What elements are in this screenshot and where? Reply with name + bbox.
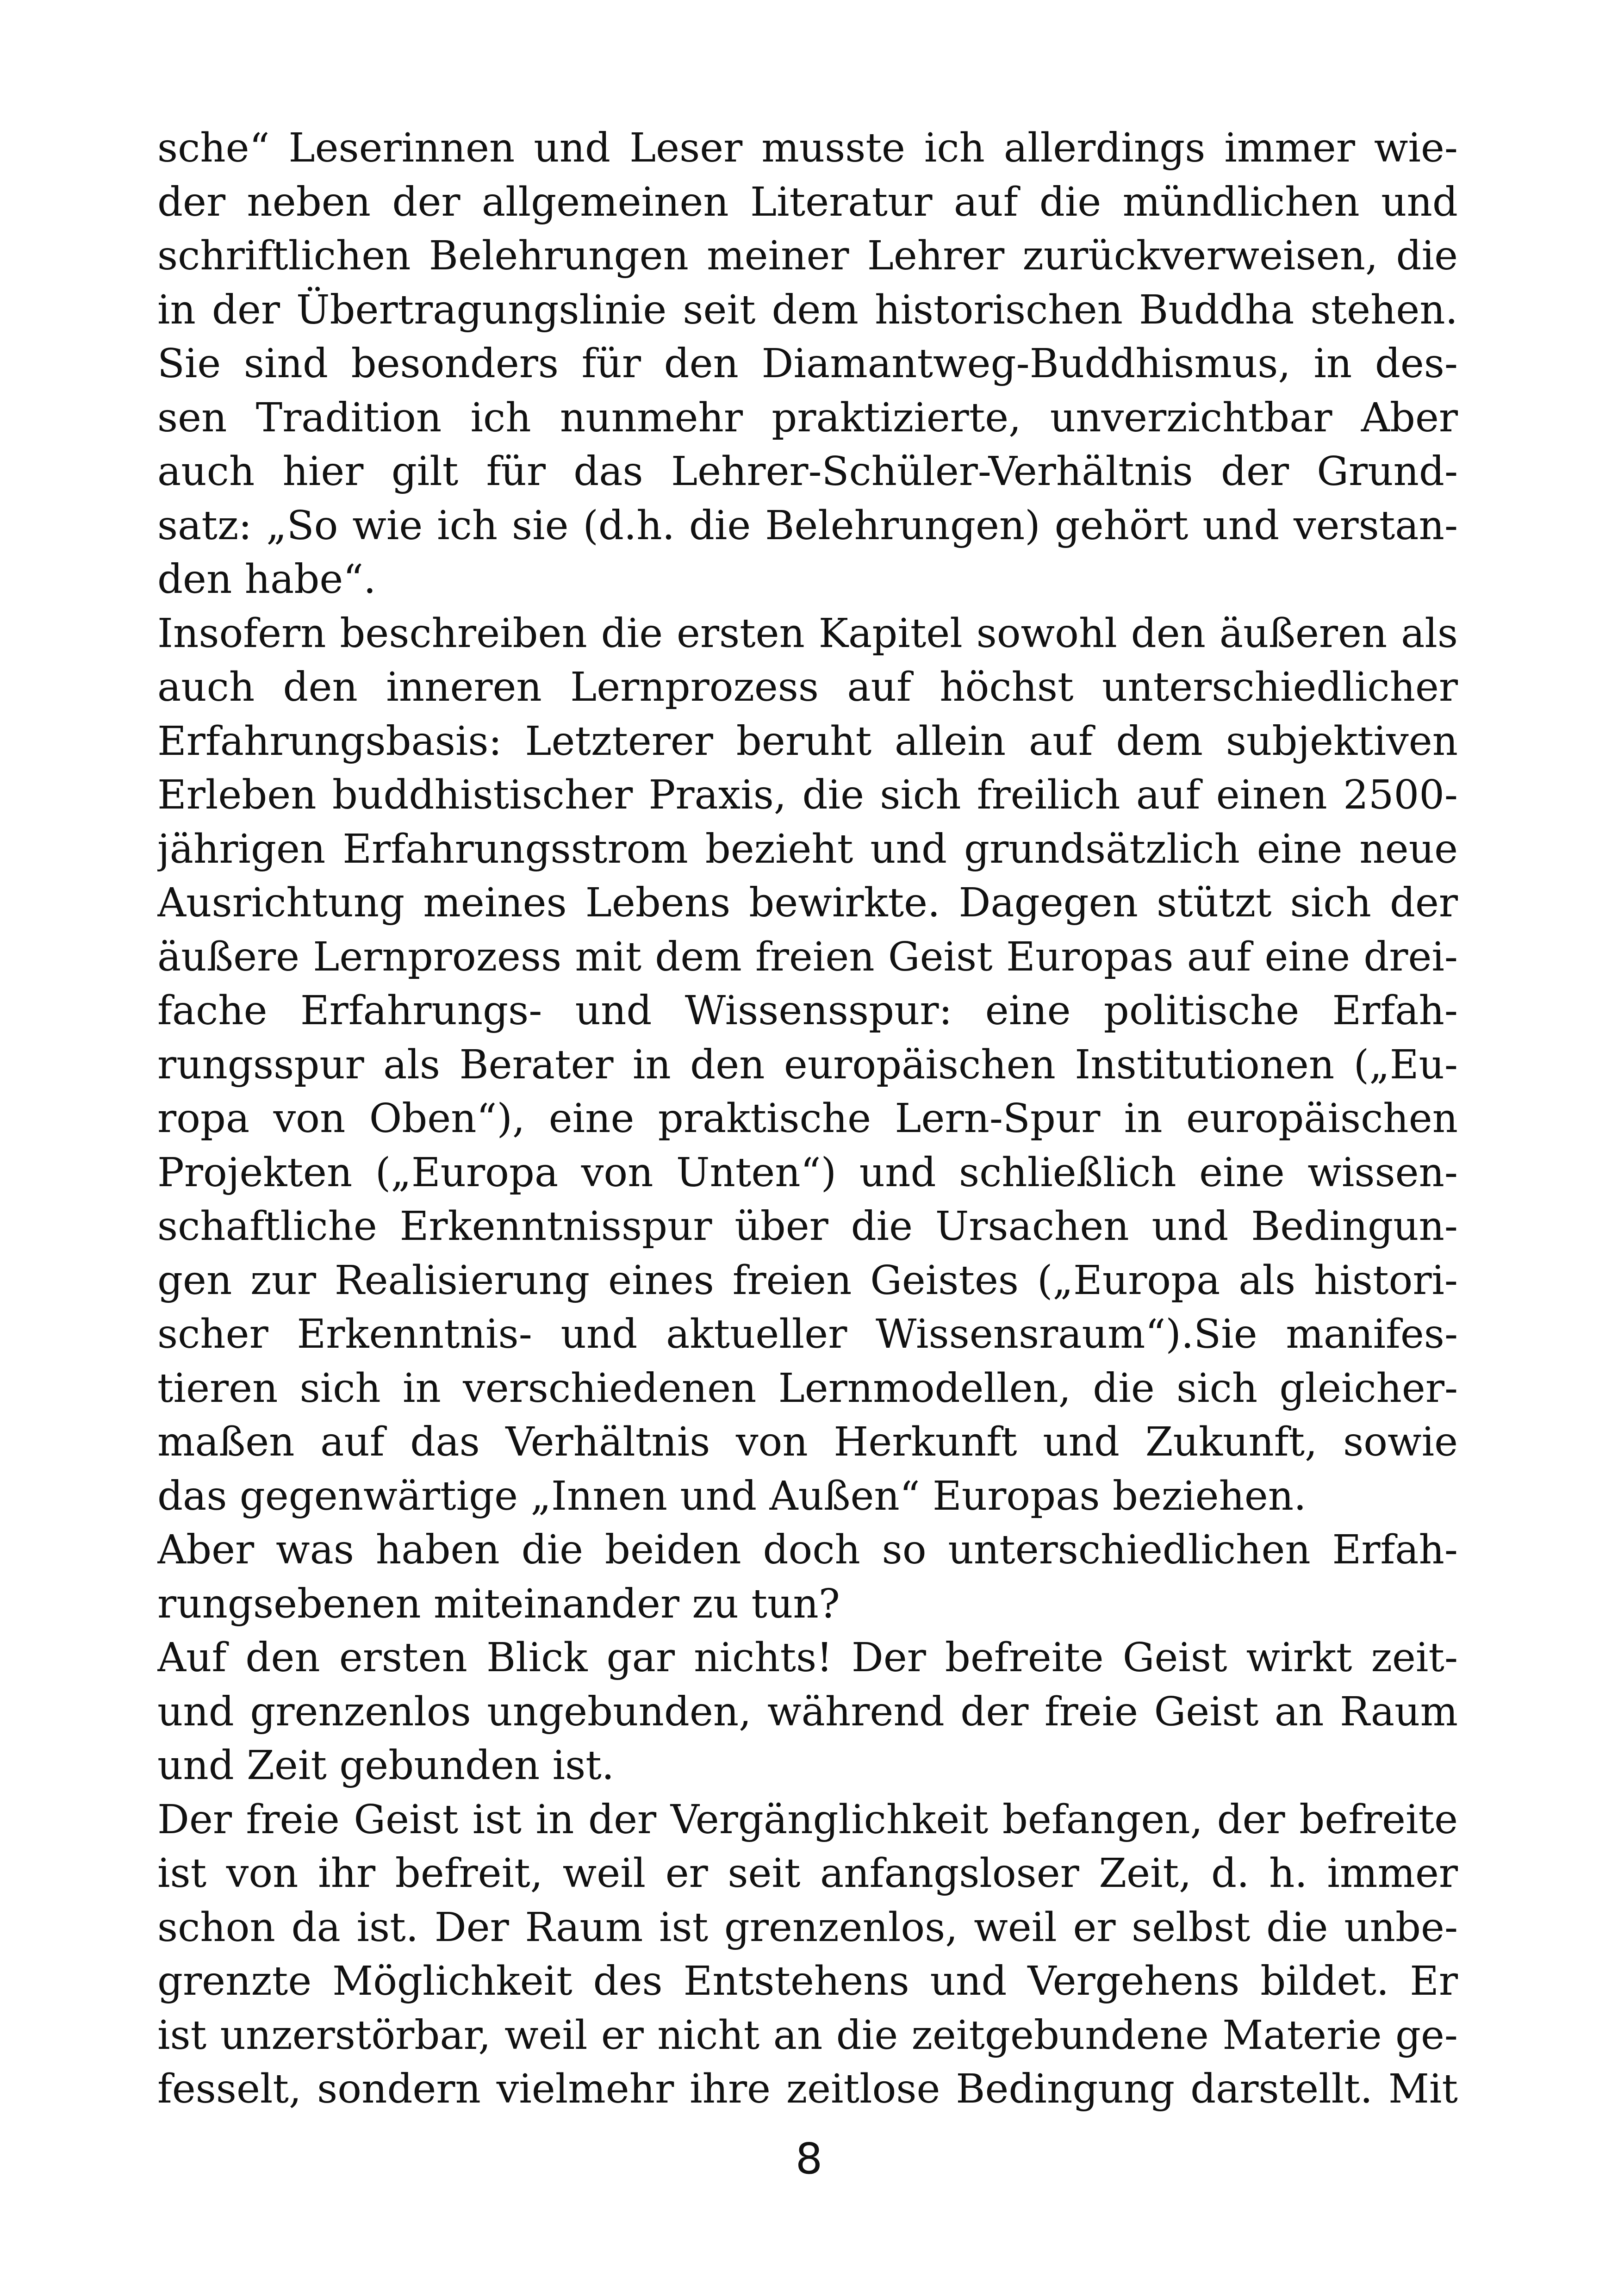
text-line: Der freie Geist ist in der Vergänglichkeit befangen, der befreite bbox=[157, 1796, 1458, 1843]
text-line: Auf den ersten Blick gar nichts! Der befreite Geist wirkt zeit- bbox=[157, 1635, 1458, 1681]
text-line: jährigen Erfahrungsstrom bezieht und grundsätzlich eine neue bbox=[157, 826, 1458, 872]
text-line: Projekten („Europa von Unten“) und schließlich eine wissen- bbox=[157, 1149, 1458, 1196]
text-line: rungsebenen miteinander zu tun? bbox=[157, 1580, 840, 1627]
text-line: Aber was haben die beiden doch so unterschiedlichen Erfah- bbox=[157, 1527, 1458, 1573]
text-line: Erfahrungsbasis: Letzterer beruht allein auf dem subjektiven bbox=[157, 718, 1458, 765]
text-line: Sie sind besonders für den Diamantweg-Buddhismus, in des- bbox=[157, 341, 1458, 387]
text-line: ist von ihr befreit, weil er seit anfangsloser Zeit, d. h. immer bbox=[157, 1850, 1458, 1897]
text-line: den habe“. bbox=[157, 556, 376, 603]
text-line: fache Erfahrungs- und Wissensspur: eine politische Erfah- bbox=[157, 988, 1458, 1034]
text-line: das gegenwärtige „Innen und Außen“ Europas beziehen. bbox=[157, 1473, 1307, 1519]
text-line: auch den inneren Lernprozess auf höchst unterschiedlicher bbox=[157, 664, 1458, 710]
page-number: 8 bbox=[795, 2134, 823, 2184]
text-line: Ausrichtung meines Lebens bewirkte. Dagegen stützt sich der bbox=[157, 880, 1458, 926]
text-line: auch hier gilt für das Lehrer-Schüler-Verhältnis der Grund- bbox=[157, 448, 1458, 495]
text-line: satz: „So wie ich sie (d.h. die Belehrungen) gehört und verstan- bbox=[157, 502, 1458, 549]
text-line: schaftliche Erkenntnisspur über die Ursachen und Bedingun- bbox=[157, 1203, 1458, 1250]
text-line: äußere Lernprozess mit dem freien Geist Europas auf eine drei- bbox=[157, 933, 1458, 980]
text-line: sen Tradition ich nunmehr praktizierte, unverzichtbar Aber bbox=[157, 394, 1458, 441]
text-line: ropa von Oben“), eine praktische Lern-Spur in europäischen bbox=[157, 1095, 1458, 1142]
text-line: ist unzerstörbar, weil er nicht an die zeitgebundene Materie ge- bbox=[157, 2012, 1458, 2059]
text-line: sche“ Leserinnen und Leser musste ich allerdings immer wie- bbox=[157, 125, 1458, 171]
text-line: der neben der allgemeinen Literatur auf die mündlichen und bbox=[157, 179, 1458, 225]
text-line: maßen auf das Verhältnis von Herkunft und Zukunft, sowie bbox=[157, 1419, 1458, 1465]
text-line: schriftlichen Belehrungen meiner Lehrer zurückverweisen, die bbox=[157, 233, 1458, 279]
text-line: schon da ist. Der Raum ist grenzenlos, weil er selbst die unbe- bbox=[157, 1904, 1458, 1951]
body-text bbox=[157, 121, 1458, 2116]
text-line: gen zur Realisierung eines freien Geistes („Europa als histori- bbox=[157, 1257, 1458, 1304]
text-line: scher Erkenntnis- und aktueller Wissensraum“).Sie manifes- bbox=[157, 1311, 1458, 1357]
text-line: und Zeit gebunden ist. bbox=[157, 1742, 615, 1789]
text-line: fesselt, sondern vielmehr ihre zeitlose Bedingung darstellt. Mit bbox=[157, 2066, 1458, 2112]
text-line: und grenzenlos ungebunden, während der freie Geist an Raum bbox=[157, 1688, 1458, 1735]
text-line: in der Übertragungslinie seit dem historischen Buddha stehen. bbox=[157, 286, 1458, 333]
text-line: Insofern beschreiben die ersten Kapitel sowohl den äußeren als bbox=[157, 610, 1458, 657]
text-line: rungsspur als Berater in den europäischen Institutionen („Eu- bbox=[157, 1041, 1458, 1088]
text-line: Erleben buddhistischer Praxis, die sich freilich auf einen 2500- bbox=[157, 772, 1458, 818]
text-line: tieren sich in verschiedenen Lernmodellen, die sich gleicher- bbox=[157, 1365, 1458, 1412]
text-line: grenzte Möglichkeit des Entstehens und Vergehens bildet. Er bbox=[157, 1958, 1458, 2004]
